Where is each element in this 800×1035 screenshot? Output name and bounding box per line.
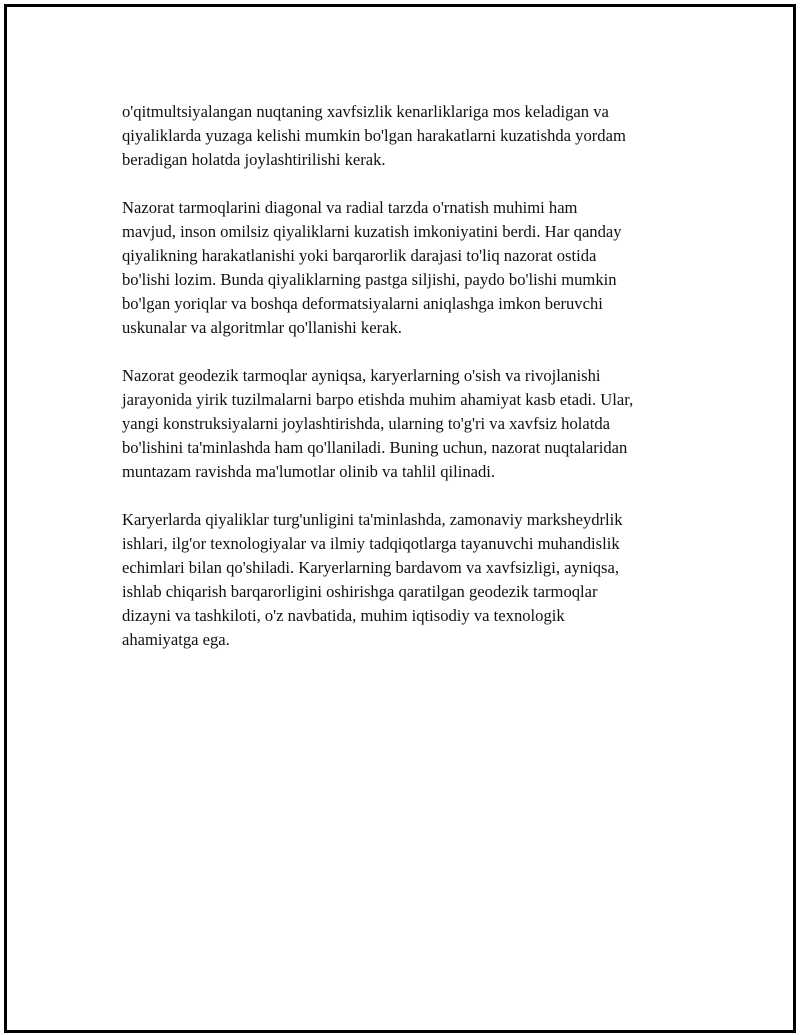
paragraph-1 bbox=[122, 100, 722, 172]
text-line: ahamiyatga ega. bbox=[122, 630, 230, 649]
text-line: jarayonida yirik tuzilmalarni barpo etishda muhim ahamiyat kasb etadi. Ular, bbox=[122, 390, 634, 409]
text-line: bo'lishi lozim. Bunda qiyaliklarning pastga siljishi, paydo bo'lishi mumkin bbox=[122, 270, 617, 289]
text-line: bo'lgan yoriqlar va boshqa deformatsiyalarni aniqlashga imkon beruvchi bbox=[122, 294, 603, 313]
text-line: Nazorat tarmoqlarini diagonal va radial tarzda o'rnatish muhimi ham bbox=[122, 198, 578, 217]
text-line: echimlari bilan qo'shiladi. Karyerlarning bardavom va xavfsizligi, ayniqsa, bbox=[122, 558, 619, 577]
text-line: Nazorat geodezik tarmoqlar ayniqsa, karyerlarning o'sish va rivojlanishi bbox=[122, 366, 601, 385]
paragraph-4 bbox=[122, 508, 722, 652]
text-line: muntazam ravishda ma'lumotlar olinib va tahlil qilinadi. bbox=[122, 462, 496, 481]
page-frame bbox=[4, 4, 796, 1033]
text-line: o'qitmultsiyalangan nuqtaning xavfsizlik kenarliklariga mos keladigan va bbox=[122, 102, 609, 121]
text-line: yangi konstruksiyalarni joylashtirishda, ularning to'g'ri va xavfsiz holatda bbox=[122, 414, 611, 433]
text-line: beradigan holatda joylashtirilishi kerak. bbox=[122, 150, 386, 169]
document-body bbox=[122, 100, 722, 676]
text-line: ishlari, ilg'or texnologiyalar va ilmiy tadqiqotlarga tayanuvchi muhandislik bbox=[122, 534, 620, 553]
text-line: qiyalikning harakatlanishi yoki barqarorlik darajasi to'liq nazorat ostida bbox=[122, 246, 597, 265]
text-line: ishlab chiqarish barqarorligini oshirishga qaratilgan geodezik tarmoqlar bbox=[122, 582, 598, 601]
paragraph-3 bbox=[122, 364, 722, 484]
text-line: mavjud, inson omilsiz qiyaliklarni kuzatish imkoniyatini berdi. Har qanday bbox=[122, 222, 622, 241]
text-line: dizayni va tashkiloti, o'z navbatida, muhim iqtisodiy va texnologik bbox=[122, 606, 565, 625]
text-line: qiyaliklarda yuzaga kelishi mumkin bo'lgan harakatlarni kuzatishda yordam bbox=[122, 126, 626, 145]
paragraph-2 bbox=[122, 196, 722, 340]
text-line: Karyerlarda qiyaliklar turg'unligini ta'minlashda, zamonaviy marksheydrlik bbox=[122, 510, 623, 529]
text-line: bo'lishini ta'minlashda ham qo'llaniladi. Buning uchun, nazorat nuqtalaridan bbox=[122, 438, 628, 457]
text-line: uskunalar va algoritmlar qo'llanishi kerak. bbox=[122, 318, 402, 337]
